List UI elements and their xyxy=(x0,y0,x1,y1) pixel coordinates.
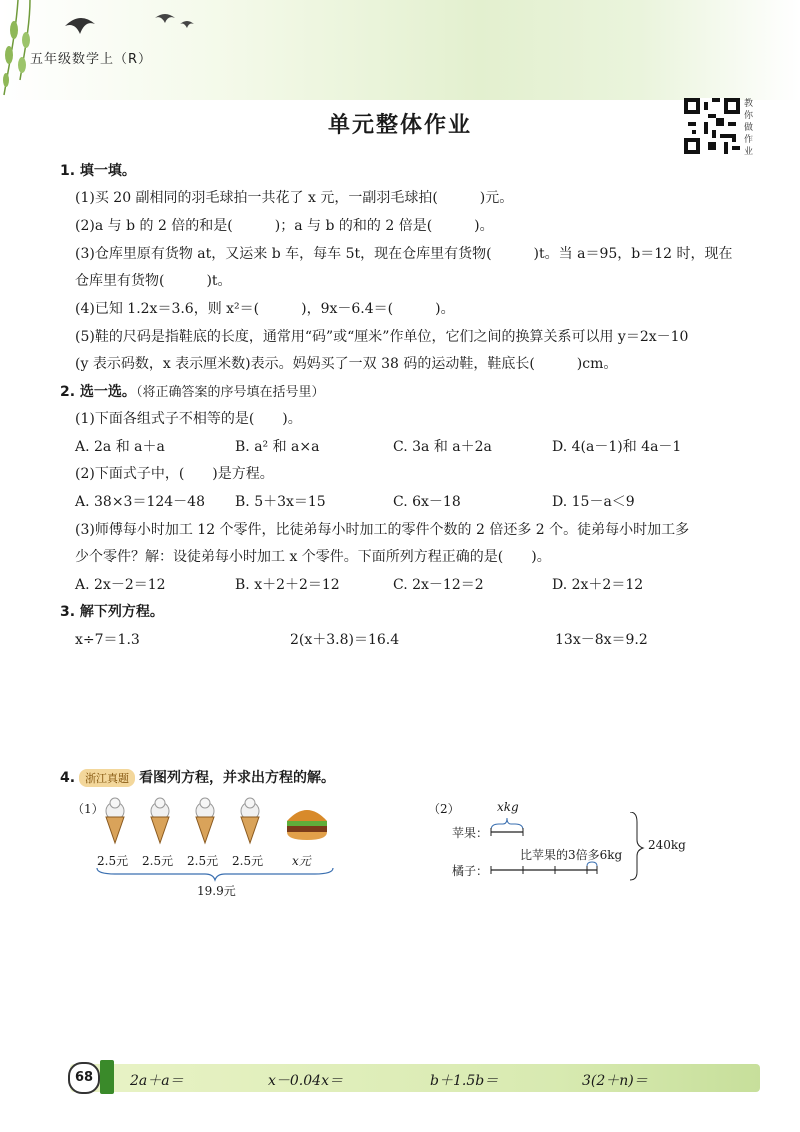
ice-cream-row xyxy=(95,795,335,855)
q1-line-2: (2)a 与 b 的 2 倍的和是( )；a 与 b 的和的 2 倍是( )。 xyxy=(75,218,494,234)
price-4: 2.5元 xyxy=(232,854,264,868)
qr-code-icon[interactable] xyxy=(684,98,740,154)
ice-cream-icon xyxy=(196,798,214,843)
option-b: B. 5＋3x＝15 xyxy=(235,494,326,510)
total-price: 19.9元 xyxy=(197,884,236,898)
total-brace xyxy=(95,866,335,882)
q2-heading-text: 2. 选一选。 xyxy=(60,384,136,400)
option-b: B. x＋2＋2＝12 xyxy=(235,577,340,593)
option-c: C. 6x－18 xyxy=(393,494,461,510)
apple-label: 苹果： xyxy=(452,826,489,840)
price-2: 2.5元 xyxy=(142,854,174,868)
book-label: 五年级数学上（R） xyxy=(30,52,153,67)
option-a: A. 2a 和 a＋a xyxy=(75,439,165,455)
q1-line-5: (5)鞋的尺码是指鞋底的长度，通常用“码”或“厘米”作单位，它们之间的换算关系可以用 y＝2x－10 xyxy=(75,329,689,345)
q1-line-5b: (y 表示码数，x 表示厘米数)表示。妈妈买了一双 38 码的运动鞋，鞋底长( )cm。 xyxy=(75,356,618,372)
price-1: 2.5元 xyxy=(97,854,129,868)
q4-part1-label: （1） xyxy=(72,802,104,816)
option-d: D. 2x＋2＝12 xyxy=(552,577,644,593)
q4-part2-label: （2） xyxy=(428,802,460,816)
footer-expression-1: 2a＋a＝ xyxy=(130,1073,184,1089)
equation-3: 13x－8x＝9.2 xyxy=(555,632,648,648)
price-3: 2.5元 xyxy=(187,854,219,868)
orange-note: 比苹果的3倍多6kg xyxy=(520,848,623,862)
q1-heading: 1. 填一填。 xyxy=(60,163,136,179)
q4-heading xyxy=(60,767,335,787)
equation-1: x÷7＝1.3 xyxy=(75,632,140,648)
option-c: C. 2x－12＝2 xyxy=(393,577,484,593)
q2-sub-2: (2)下面式子中，( )是方程。 xyxy=(75,466,274,482)
q1-line-3b: 仓库里有货物( )t。 xyxy=(75,273,232,289)
q2-heading xyxy=(60,381,324,401)
ice-cream-icon xyxy=(151,798,169,843)
option-a: A. 2x－2＝12 xyxy=(75,577,166,593)
footer-expression-3: b＋1.5b＝ xyxy=(430,1073,499,1089)
swallow-birds-icon xyxy=(60,6,200,42)
pencil-icon xyxy=(100,1060,114,1094)
option-a: A. 38×3＝124－48 xyxy=(75,494,205,510)
option-c: C. 3a 和 a＋2a xyxy=(393,439,492,455)
price-x: x元 xyxy=(292,854,311,868)
total-weight: 240kg xyxy=(648,838,686,852)
q1-line-1: (1)买 20 副相同的羽毛球拍一共花了 x 元，一副羽毛球拍( )元。 xyxy=(75,190,514,206)
page-title: 单元整体作业 xyxy=(327,113,472,138)
apple-value: xkg xyxy=(497,800,519,814)
footer-expression-4: 3(2＋n)＝ xyxy=(582,1073,648,1089)
q4-heading-text: 看图列方程，并求出方程的解。 xyxy=(139,770,336,786)
footer-expression-2: x－0.04x＝ xyxy=(268,1073,343,1089)
q1-line-3: (3)仓库里原有货物 at，又运来 b 车，每车 5t，现在仓库里有货物( )t。当 a＝95，b＝12 时，现在 xyxy=(75,246,733,262)
q2-sub-1: (1)下面各组式子不相等的是( )。 xyxy=(75,411,302,427)
q4-number: 4. xyxy=(60,770,76,786)
q2-note: （将正确答案的序号填在括号里） xyxy=(135,385,325,400)
equation-2: 2(x＋3.8)＝16.4 xyxy=(290,632,400,648)
hamburger-icon xyxy=(287,810,327,840)
page-number: 68 xyxy=(68,1062,100,1094)
q1-line-4: (4)已知 1.2x＝3.6，则 x²＝( )，9x－6.4＝( )。 xyxy=(75,301,455,317)
q3-heading: 3. 解下列方程。 xyxy=(60,604,164,620)
option-d: D. 15－a＜9 xyxy=(552,494,635,510)
orange-label: 橘子： xyxy=(452,864,489,878)
option-d: D. 4(a－1)和 4a－1 xyxy=(552,439,682,455)
ice-cream-icon xyxy=(106,798,124,843)
q2-sub-3b: 少个零件？解：设徒弟每小时加工 x 个零件。下面所列方程正确的是( )。 xyxy=(75,549,551,565)
source-tag: 浙江真题 xyxy=(79,769,135,787)
line-segment-diagram xyxy=(485,812,655,882)
q2-sub-3: (3)师傅每小时加工 12 个零件，比徒弟每小时加工的零件个数的 2 倍还多 2 个。徒弟每小时加工多 xyxy=(75,522,690,538)
ice-cream-icon xyxy=(241,798,259,843)
option-b: B. a² 和 a×a xyxy=(235,439,320,455)
qr-caption: 教你做作业 xyxy=(744,99,754,157)
